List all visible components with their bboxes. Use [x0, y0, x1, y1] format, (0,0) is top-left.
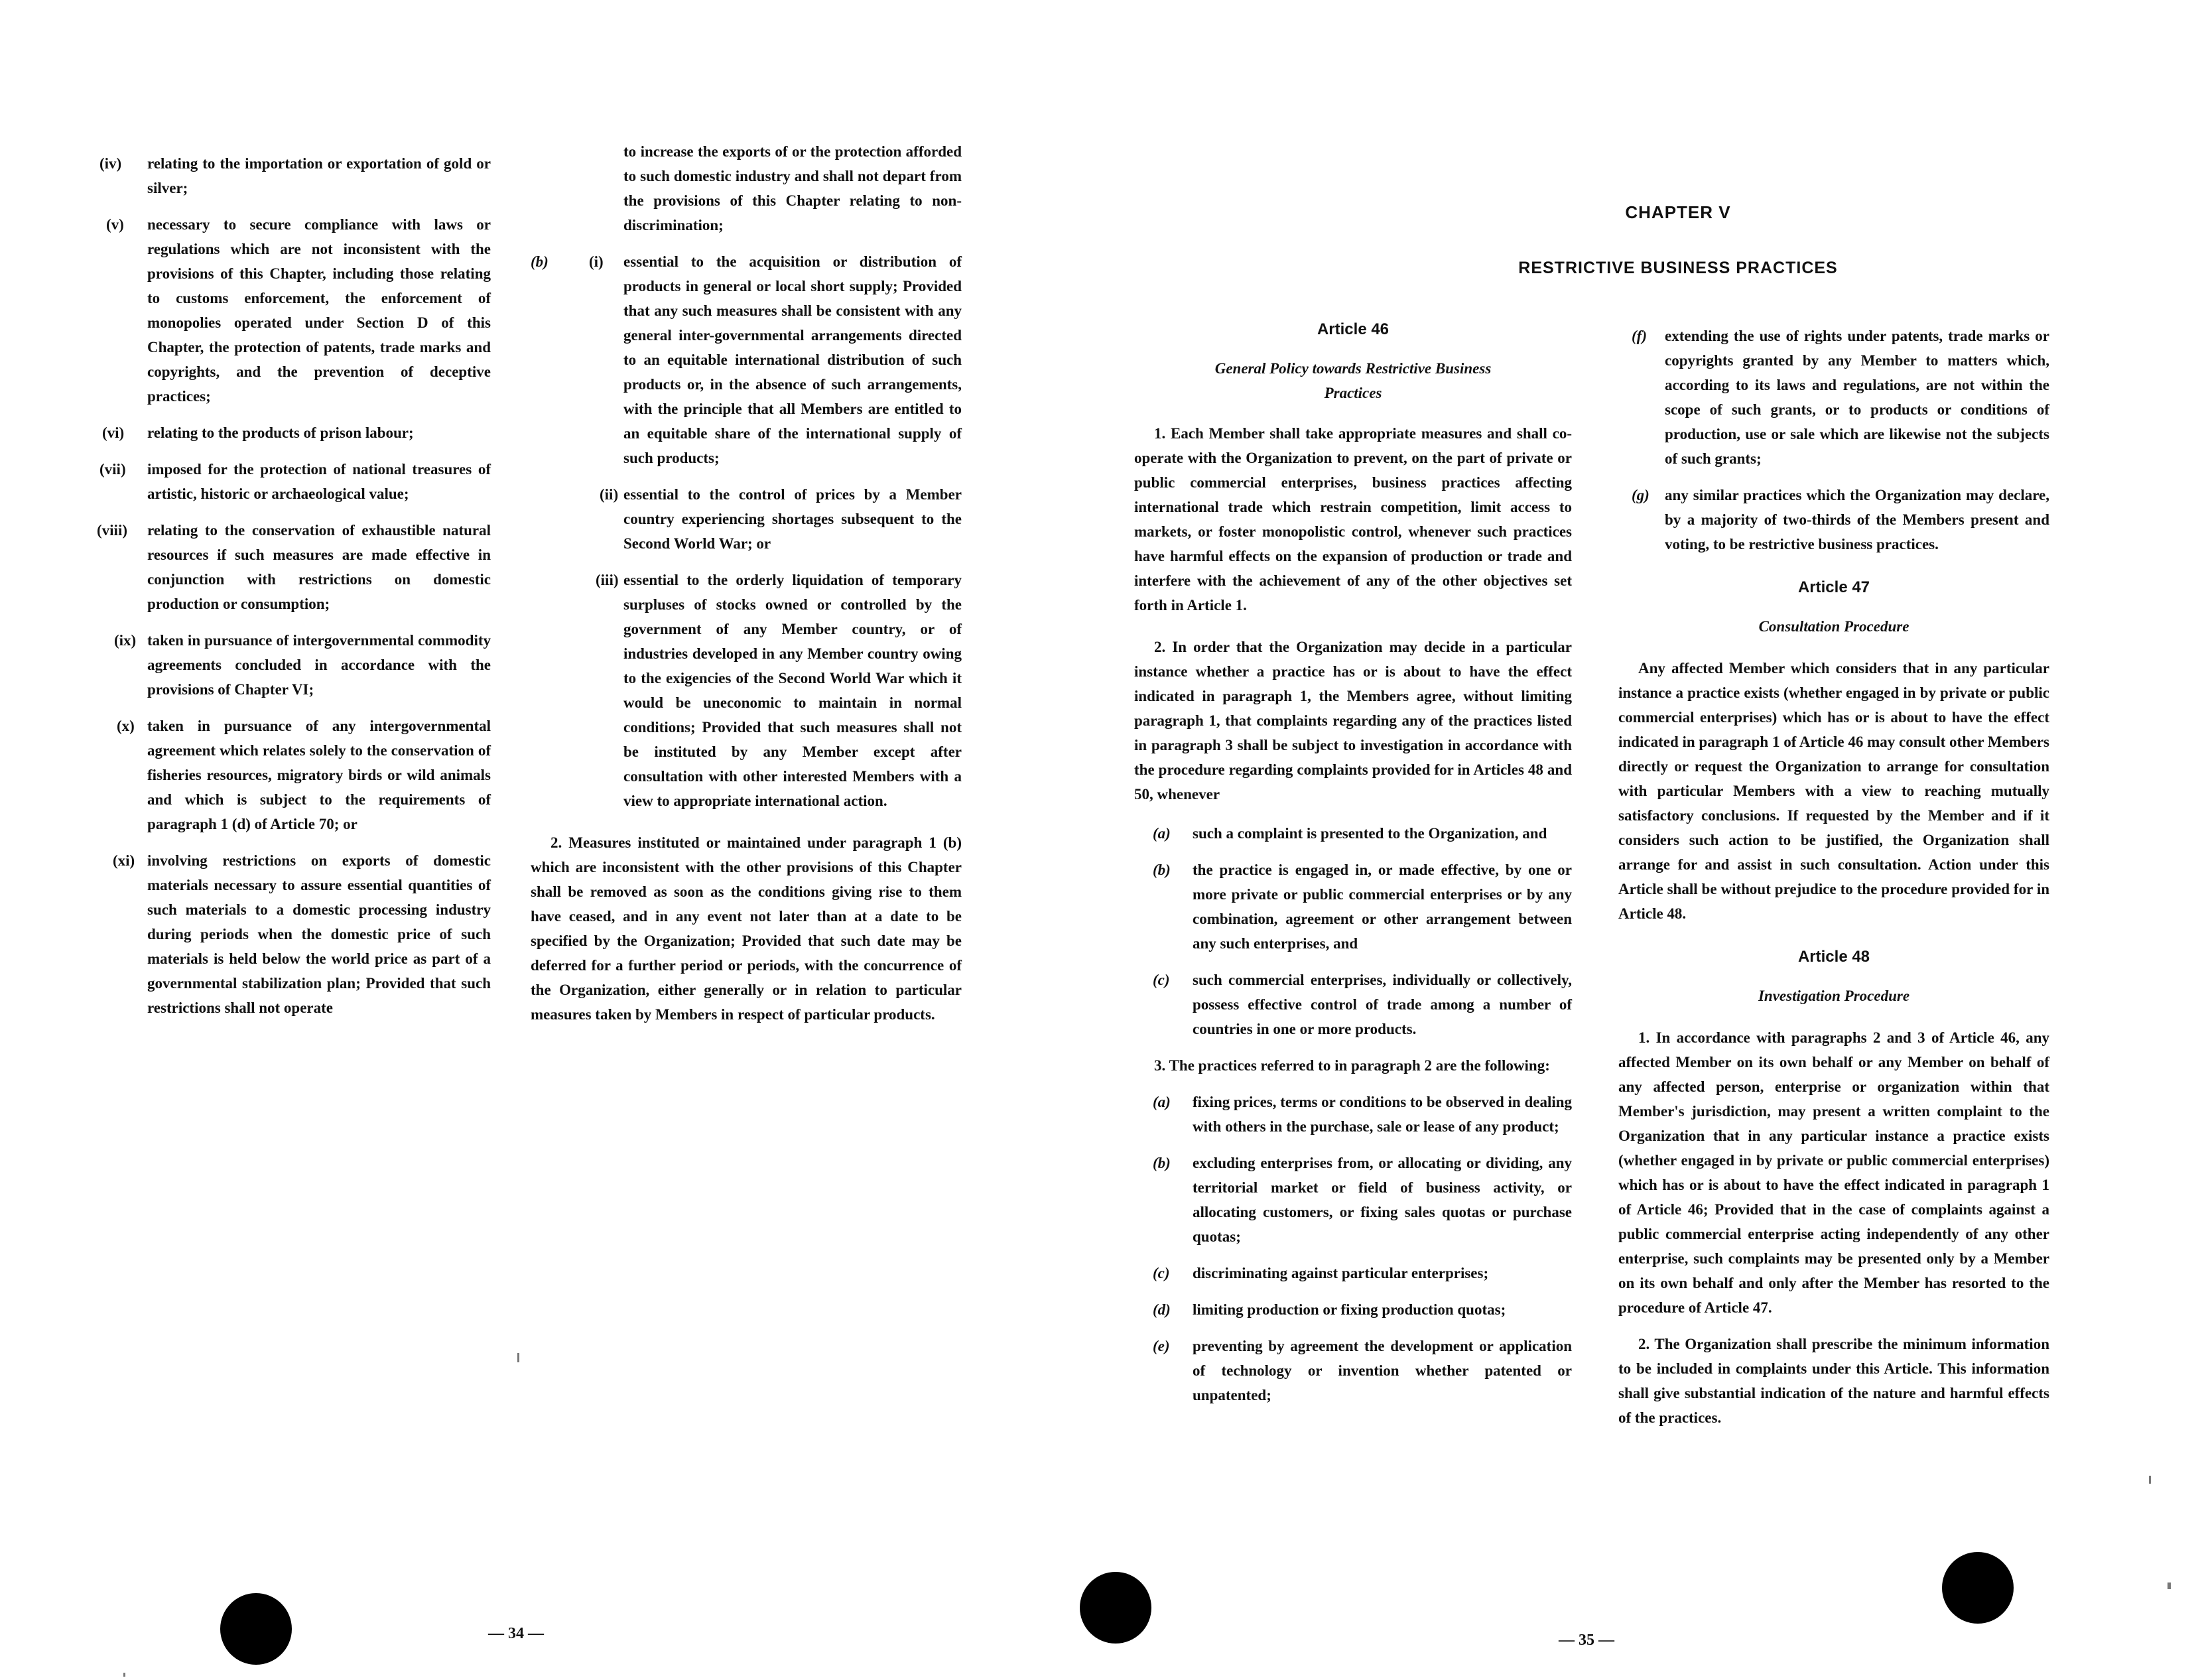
list-item: [99, 714, 491, 836]
list-item: [1618, 324, 2049, 471]
punch-hole: [1942, 1552, 2014, 1624]
item-text: taken in pursuance of intergovernmental commodity agreements concluded in accordance with the provisions of Chapter VI;: [147, 632, 491, 698]
chapter-heading: CHAPTER V: [1625, 202, 1731, 222]
article-47-subtitle: Consultation Procedure: [1758, 618, 1909, 635]
left-column-1: [99, 151, 491, 1032]
item-label: (b): [1153, 862, 1171, 878]
item-text: relating to the conservation of exhaustible natural resources if such measures are made effective in conjunction with restrictions on domestic production or consumption;: [147, 522, 491, 612]
item-text: relating to the importation or exportation of gold or silver;: [147, 155, 491, 196]
list-item: [1618, 483, 2049, 556]
page-number: — 35 —: [1559, 1632, 1614, 1649]
item-label: (a): [1153, 1094, 1171, 1110]
item-text: discriminating against particular enterprises;: [1193, 1265, 1489, 1281]
item-label: (a): [1153, 825, 1171, 842]
list-item: [1134, 1151, 1572, 1249]
article-48-subtitle: Investigation Procedure: [1758, 988, 1910, 1004]
list-item: [1134, 968, 1572, 1041]
item-label: (viii): [97, 522, 127, 539]
item-label: (ix): [114, 632, 137, 649]
article-46-subtitle: General Policy towards Restrictive Business Practices: [1214, 360, 1492, 401]
item-label: (v): [106, 216, 124, 233]
item-label: (x): [117, 718, 135, 734]
item-label: (d): [1153, 1301, 1171, 1318]
article-46-paragraph-3: 3. The practices referred to in paragraph 2 are the following:: [1154, 1057, 1550, 1074]
punch-hole: [1080, 1572, 1151, 1644]
item-text: essential to the acquisition or distribution of products in general or local short supply; Provided that any such measures shall be consistent with any general inter-governmental arrangements directed to an equitable international distribution of such products or, in the absence of such arrangements, with the principle that all Members are entitled to an equitable share of the international supply of such products;: [623, 253, 962, 466]
list-item: [1134, 821, 1572, 846]
item-label: (c): [1153, 972, 1170, 988]
item-label: (ii): [600, 486, 619, 503]
item-label: (g): [1632, 487, 1650, 503]
article-48-paragraph-2: 2. The Organization shall prescribe the minimum information to be included in complaints under this Article. This information shall give substantial indication of the nature and harmful effects of the practices.: [1618, 1336, 2049, 1426]
item-text: imposed for the protection of national treasures of artistic, historic or archaeological value;: [147, 461, 491, 502]
page-number: — 34 —: [488, 1625, 544, 1642]
item-label: (vii): [99, 461, 126, 478]
right-column-1: [1134, 317, 1572, 1419]
list-item: [99, 151, 491, 200]
article-46-paragraph-2: 2. In order that the Organization may decide in a particular instance whether a practice has or is about to have the effect indicated in paragraph 1, the Members agree, without limiting paragraph 1, that complaints regarding any of the practices listed in paragraph 3 shall be subject to investigation in accordance with the procedure regarding complaints provided for in Articles 48 and 50, whenever: [1134, 639, 1572, 803]
list-item: [1134, 1334, 1572, 1407]
article-46-paragraph-1: 1. Each Member shall take appropriate measures and shall co-operate with the Organization to prevent, on the part of private or public commercial enterprises, business practices affecting international trade which restrain competition, limit access to markets, or foster monopolistic control, whenever such practices have harmful effects on the expansion of production or trade and interfere with the achievement of any of the other objectives set forth in Article 1.: [1134, 425, 1572, 614]
continuation-paragraph: to increase the exports of or the protection afforded to such domestic industry and shall not depart from the provisions of this Chapter relating to non-discrimination;: [623, 143, 962, 233]
item-text: relating to the products of prison labour;: [147, 424, 414, 441]
list-item: [99, 212, 491, 409]
scan-speck: [517, 1353, 519, 1362]
item-text: preventing by agreement the development or application of technology or invention whether patented or unpatented;: [1193, 1338, 1572, 1403]
article-47-text: Any affected Member which considers that in any particular instance a practice exists (whether engaged in by private or public commercial enterprises) which has or is about to have the effect indicated in paragraph 1 of Article 46 may consult other Members directly or request the Organization to arrange for consultation with particular Members with a view to reaching mutually satisfactory conclusions. If requested by the Member and if it considers such action to be justified, the Organization shall arrange for and assist in such consultation. Action under this Article shall be without prejudice to the procedure provided for in Article 48.: [1618, 660, 2049, 922]
punch-hole: [220, 1593, 292, 1665]
right-column-2: [1618, 324, 2049, 1442]
item-label: (e): [1153, 1338, 1170, 1354]
list-item: [99, 457, 491, 506]
item-label: (c): [1153, 1265, 1170, 1281]
list-item: [1134, 858, 1572, 956]
list-item: [99, 518, 491, 616]
chapter-title: RESTRICTIVE BUSINESS PRACTICES: [1518, 259, 1838, 277]
scan-speck: [2149, 1476, 2151, 1484]
list-item: [531, 568, 962, 813]
article-46-heading: Article 46: [1317, 320, 1390, 338]
item-text: the practice is engaged in, or made effective, by one or more private or public commercial enterprises or by any combination, agreement or other arrangement between any such enterprises, and: [1193, 862, 1572, 952]
item-text: excluding enterprises from, or allocating or dividing, any territorial market or field of business activity, or allocating customers, or fixing sales quotas or purchase quotas;: [1193, 1155, 1572, 1245]
scan-speck: [123, 1673, 125, 1677]
list-item: [531, 249, 962, 470]
sub-label: (b): [531, 253, 549, 270]
item-label: (iii): [596, 572, 619, 588]
item-text: limiting production or fixing production quotas;: [1193, 1301, 1506, 1318]
list-item: [1134, 1090, 1572, 1139]
item-text: extending the use of rights under patents, trade marks or copyrights granted by any Member to matters which, according to its laws and regulations, are not within the scope of such grants, or to products or conditions of production, use or sale which are likewise not the subjects of such grants;: [1665, 328, 2049, 467]
item-label: (iv): [99, 155, 122, 172]
list-item: [1134, 1261, 1572, 1285]
item-label: (b): [1153, 1155, 1171, 1171]
article-48-heading: Article 48: [1797, 948, 1870, 966]
paragraph-2: 2. Measures instituted or maintained under paragraph 1 (b) which are inconsistent with the other provisions of this Chapter shall be removed as soon as the conditions giving rise to them have ceased, and in any event not later than at a date to be specified by the Organization; Provided that such date may be deferred for a further period or periods, with the concurrence of the Organization, either generally or in relation to particular measures taken by Members in respect of particular products.: [531, 834, 962, 1023]
item-text: fixing prices, terms or conditions to be observed in dealing with others in the purchase, sale or lease of any product;: [1193, 1094, 1573, 1135]
sub-paragraph-b: [531, 249, 962, 813]
left-page: [0, 0, 1048, 1680]
item-text: essential to the orderly liquidation of temporary surpluses of stocks owned or controlled by the government of any Member country, or of industries developed in any Member country owing to the exigencies of the Second World War which it would be uneconomic to maintain in normal conditions; Provided that such measures shall not be instituted by any Member except after consultation with other interested Members with a view to appropriate international action.: [623, 572, 962, 809]
article-48-paragraph-1: 1. In accordance with paragraphs 2 and 3 of Article 46, any affected Member on its own behalf or any Member on behalf of any affected person, enterprise or organization within that Member's jurisdiction, may present a written complaint to the Organization that in any particular instance a practice exists (whether engaged in by private or public commercial enterprises) which has or is about to have the effect indicated in paragraph 1 of Article 46; Provided that in the case of complaints against a public commercial enterprise acting independently of any other enterprise, such complaints may be presented only by a Member on its own behalf and only after the Member has resorted to the procedure of Article 47.: [1618, 1029, 2049, 1316]
list-item: [1134, 1297, 1572, 1322]
list-item: [99, 420, 491, 445]
item-label: (xi): [113, 852, 135, 869]
item-label: (i): [589, 253, 604, 270]
item-text: any similar practices which the Organization may declare, by a majority of two-thirds of the Members present and voting, to be restrictive business practices.: [1665, 487, 2049, 552]
right-page: [1048, 0, 2200, 1680]
item-text: involving restrictions on exports of domestic materials necessary to assure essential quantities of such materials to a domestic processing industry during periods when the domestic price of such materials is held below the world price as part of a governmental stabilization plan; Provided that such restrictions shall not operate: [147, 852, 491, 1016]
list-item: [531, 482, 962, 556]
item-text: taken in pursuance of any intergovernmental agreement which relates solely to the conservation of fisheries resources, migratory birds or wild animals and which is subject to the requirements of paragraph 1 (d) of Article 70; or: [147, 718, 491, 832]
left-column-2: [531, 139, 962, 1039]
item-text: such commercial enterprises, individually or collectively, possess effective control of trade among a number of countries in one or more products.: [1193, 972, 1572, 1037]
item-text: necessary to secure compliance with laws or regulations which are not inconsistent with the provisions of this Chapter, including those relating to customs enforcement, the enforcement of monopolies operated under Section D of this Chapter, the protection of patents, trade marks and copyrights, and the prevention of deceptive practices;: [147, 216, 491, 405]
list-item: [99, 848, 491, 1020]
list-item: [99, 628, 491, 702]
article-47-heading: Article 47: [1797, 578, 1870, 596]
item-label: (f): [1632, 328, 1647, 344]
item-text: essential to the control of prices by a Member country experiencing shortages subsequent to the Second World War; or: [623, 486, 962, 552]
item-label: (vi): [102, 424, 125, 441]
scan-speck: [2168, 1583, 2171, 1589]
item-text: such a complaint is presented to the Organization, and: [1193, 825, 1547, 842]
